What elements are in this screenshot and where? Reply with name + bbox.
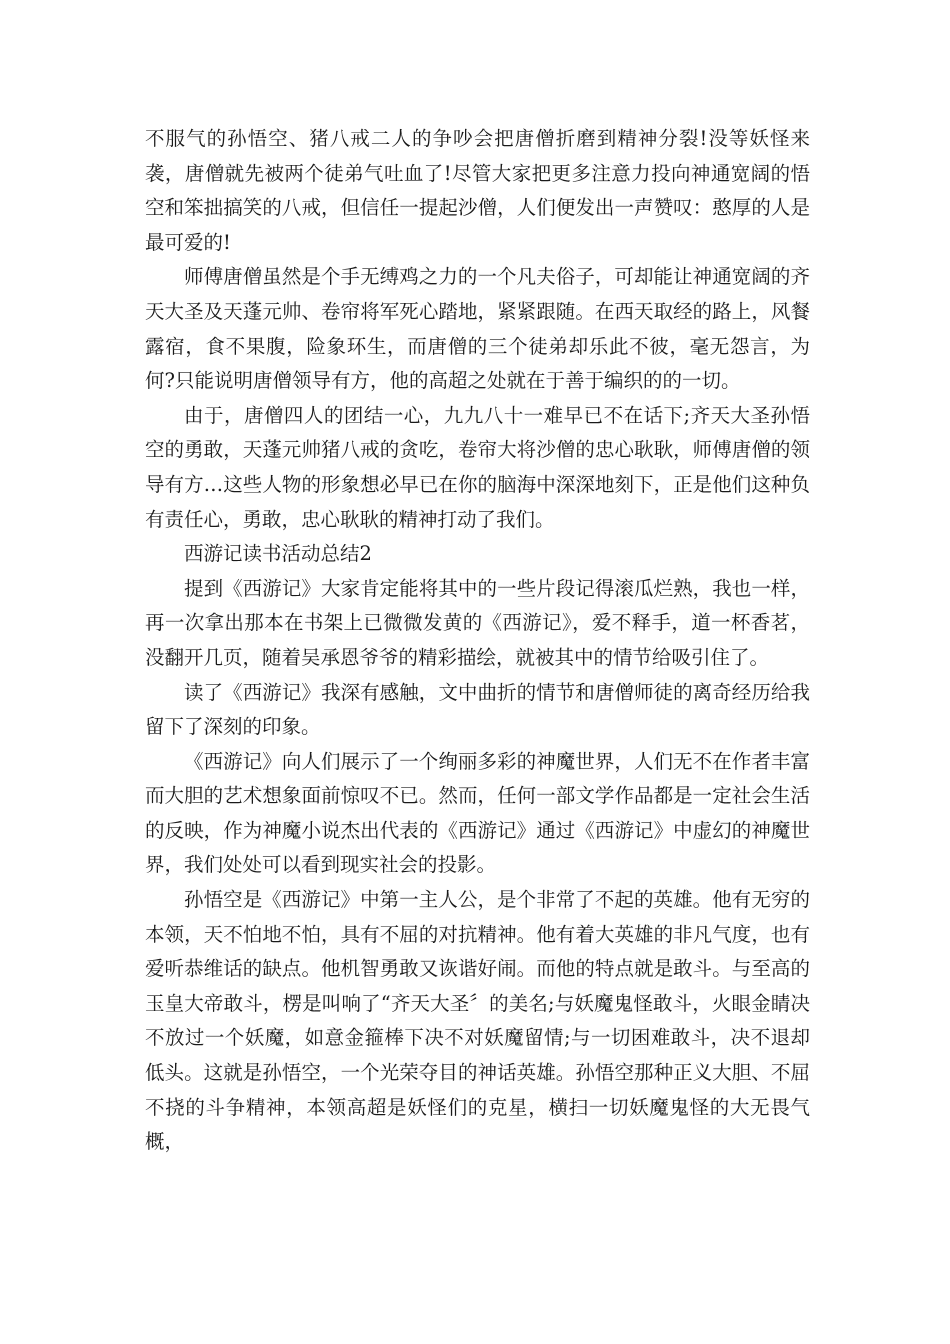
document-body [145,122,810,1160]
section-heading: 西游记读书活动总结2 [184,542,372,566]
paragraph-6: 《西游记》向人们展示了一个绚丽多彩的神魔世界，人们无不在作者丰富而大胆的艺术想象面前惊叹不已。然而，任何一部文学作品都是一定社会生活的反映，作为神魔小说杰出代表的《西游记》通过《西游记》中虚幻的神魔世界，我们处处可以看到现实社会的投影。 [145,749,810,877]
paragraph-7: 孙悟空是《西游记》中第一主人公，是个非常了不起的英雄。他有无穷的本领，天不怕地不怕，具有不屈的对抗精神。他有着大英雄的非凡气度，也有爱听恭维话的缺点。他机智勇敢又诙谐好闹。而他的特点就是敢斗。与至高的玉皇大帝敢斗，楞是叫响了“齐天大圣〞的美名;与妖魔鬼怪敢斗，火眼金睛决不放过一个妖魔，如意金箍棒下决不对妖魔留情;与一切困难敢斗，决不退却低头。这就是孙悟空，一个光荣夺目的神话英雄。孙悟空那种正义大胆、不屈不挠的斗争精神，本领高超是妖怪们的克星，横扫一切妖魔鬼怪的大无畏气概， [145,888,810,1154]
paragraph-4: 提到《西游记》大家肯定能将其中的一些片段记得滚瓜烂熟，我也一样，再一次拿出那本在书架上已微微发黄的《西游记》，爱不释手，道一杯香茗，没翻开几页，随着吴承恩爷爷的精彩描绘，就被其中的情节给吸引住了。 [145,576,810,669]
paragraph-5: 读了《西游记》我深有感触，文中曲折的情节和唐僧师徒的离奇经历给我留下了深刻的印象。 [145,680,810,739]
paragraph-3: 由于，唐僧四人的团结一心，九九八十一难早已不在话下;齐天大圣孙悟空的勇敢，天蓬元帅猪八戒的贪吃，卷帘大将沙僧的忠心耿耿，师傅唐僧的领导有方…这些人物的形象想必早已在你的脑海中深深地刻下，正是他们这种负有责任心，勇敢，忠心耿耿的精神打动了我们。 [145,403,810,531]
paragraph-1: 不服气的孙悟空、猪八戒二人的争吵会把唐僧折磨到精神分裂!没等妖怪来袭，唐僧就先被两个徒弟气吐血了!尽管大家把更多注意力投向神通宽阔的悟空和笨拙搞笑的八戒，但信任一提起沙僧，人们便发出一声赞叹：憨厚的人是最可爱的! [145,127,810,254]
paragraph-2: 师傅唐僧虽然是个手无缚鸡之力的一个凡夫俗子，可却能让神通宽阔的齐天大圣及天蓬元帅、卷帘将军死心踏地，紧紧跟随。在西天取经的路上，风餐露宿，食不果腹，险象环生，而唐僧的三个徒弟却乐此不彼，毫无怨言，为何?只能说明唐僧领导有方，他的高超之处就在于善于编织的的一切。 [145,265,810,393]
